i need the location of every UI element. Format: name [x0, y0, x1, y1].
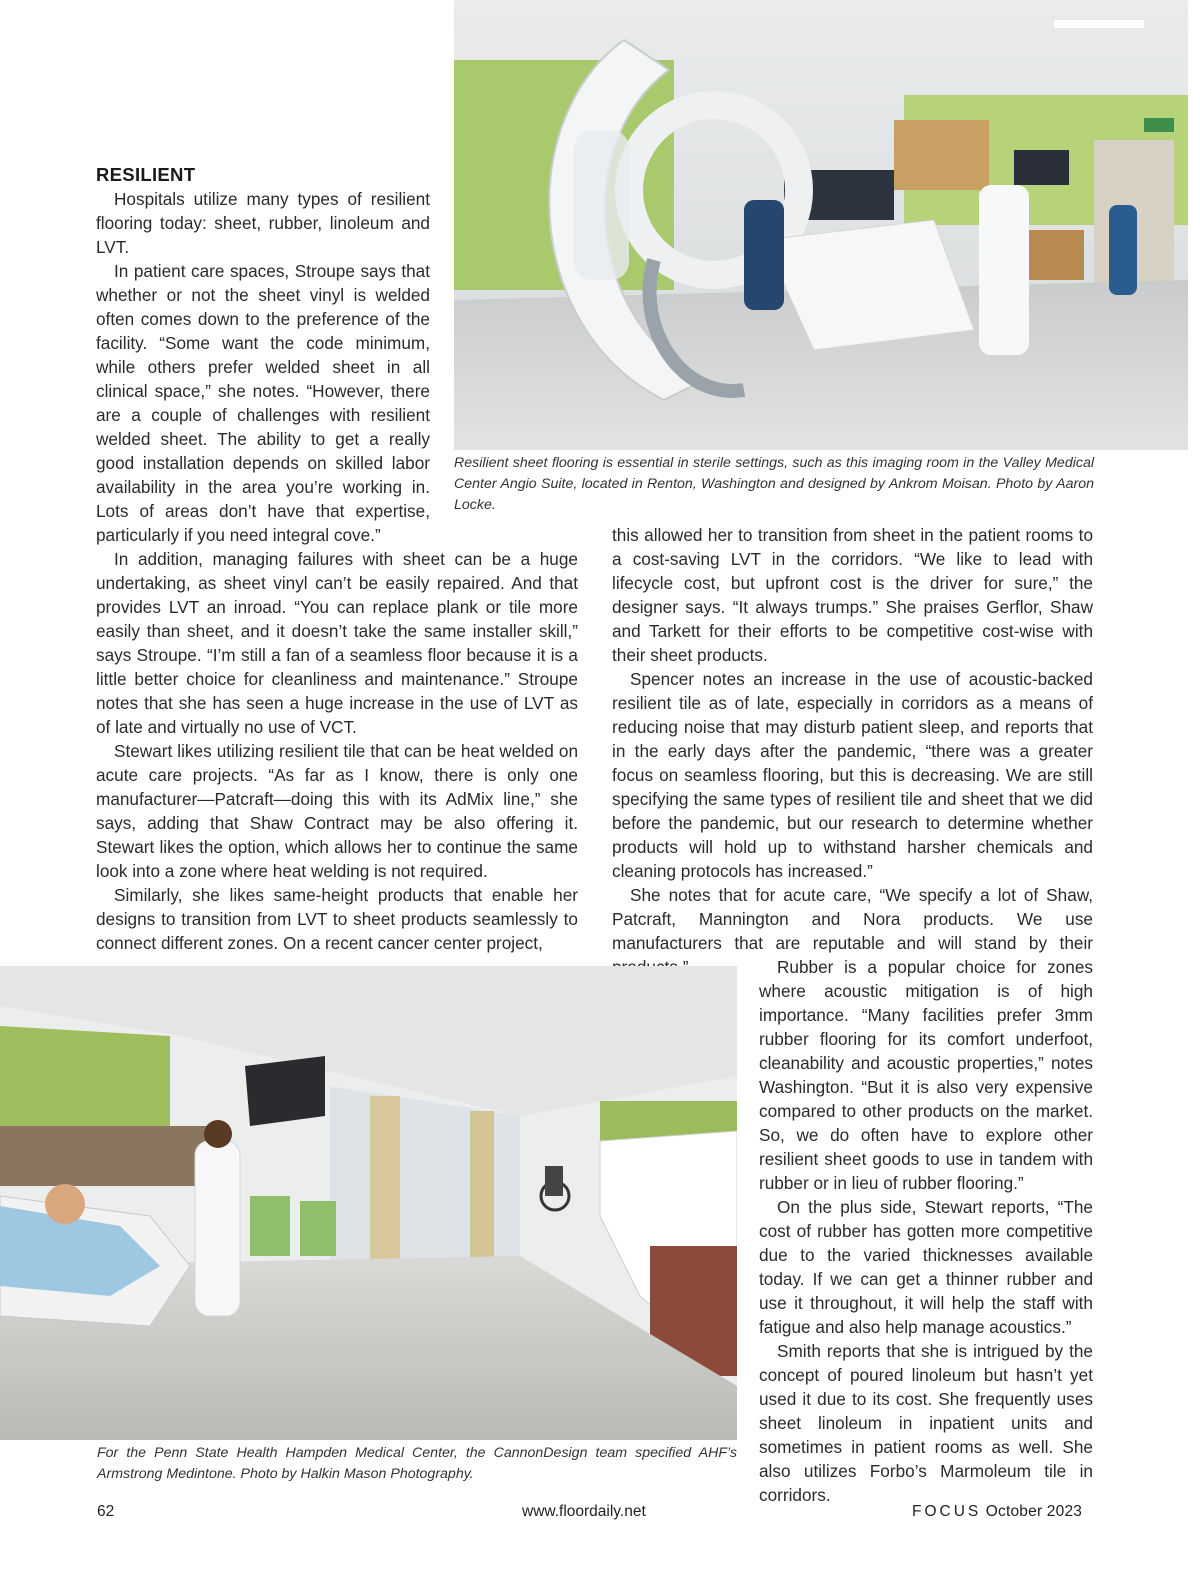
article-column-b: [612, 523, 1093, 979]
article-column-c: [759, 955, 1093, 1507]
imaging-room-photo: [454, 0, 1188, 450]
paragraph: She notes that for acute care, “We specify a lot of Shaw, Patcraft, Mannington and Nora products. We use manufacturers that are reputable and will stand by their: [612, 885, 1093, 953]
article-column-a: [96, 163, 430, 547]
paragraph: this allowed her to transition from sheet in the patient rooms to a cost-saving LVT in the corridors. “We like to lead with lifecycle cost, but upfront cost is the driver for sure,” the designer says. “It always trumps.” She praises Gerflor, Shaw and Tarkett for their efforts to be competitive cost-wise with their sheet products.: [612, 525, 1093, 665]
photo-caption-top: Resilient sheet flooring is essential in sterile settings, such as this imaging room in the Valley Medical Center Angio Suite, located in Renton, Washington and designed by Ankrom Moisan. Photo by Aaron Locke.: [454, 455, 1094, 513]
paragraph: Rubber is a popular choice for zones where acoustic mitigation is of high importance. “Many facilities prefer 3mm rubber flooring for its comfort underfoot, cleanability and acoustic properties,” notes Washington. “But it is also very expensive compared to other products on the market. So, we do often have to explore other resilient sheet goods to use in tandem with rubber or in lieu of rubber flooring.”: [759, 957, 1093, 1193]
section-heading: RESILIENT: [96, 164, 196, 185]
patient-room-photo: [0, 966, 737, 1440]
paragraph: On the plus side, Stewart reports, “The cost of rubber has gotten more competitive due to the varied thicknesses available today. If we can get a thinner rubber and use it throughout, it will help the staff with fatigue and also help manage acoustics.”: [759, 1197, 1093, 1337]
website-url: www.floordaily.net: [522, 1503, 646, 1520]
paragraph: Spencer notes an increase in the use of acoustic-backed resilient tile as of late, especially in corridors as a means of reducing noise that may disturb patient sleep, and reports that in the early days after the pandemic, “there was a greater focus on seamless flooring, but this is decreasing. We are still specifying the same types of resilient tile and sheet that we did before the pandemic, but our research to determine whether products will hold up to withstand harsher chemicals and cleaning protocols has increased.”: [612, 669, 1093, 881]
paragraph: Hospitals utilize many types of resilient flooring today: sheet, rubber, linoleum and LVT.: [96, 189, 430, 257]
paragraph: Smith reports that she is intrigued by the concept of poured linoleum but hasn’t yet used it due to its cost. She frequently uses sheet linoleum in inpatient units and sometimes in patient rooms as well. She also utilizes Forbo’s Marmoleum tile in corridors.: [759, 1341, 1093, 1505]
photo-caption-bottom: For the Penn State Health Hampden Medical Center, the CannonDesign team specified AHF’s Armstrong Medintone. Photo by Halkin Mason Photography.: [97, 1445, 737, 1482]
issue-date: October 2023: [985, 1503, 1083, 1520]
article-column-a-continued: [96, 547, 578, 955]
paragraph: In patient care spaces, Stroupe says that whether or not the sheet vinyl is welded often comes down to the preference of the facility. “Some want the code minimum, while others prefer welded sheet in all clinical space,” she notes. “However, there are a couple of challenges with resilient welded sheet. The ability to get a really good installation depends on skilled labor availability in the area you’re working in. Lots of areas don’t have that expertise, particularly if you need integral cove.”: [96, 261, 430, 545]
issue-label: [912, 1503, 1082, 1521]
magazine-name: FOCUS: [912, 1503, 982, 1520]
paragraph: Similarly, she likes same-height products that enable her designs to transition from LVT to sheet products seamlessly to connect different zones. On a recent cancer center project,: [96, 885, 578, 953]
paragraph: In addition, managing failures with sheet can be a huge undertaking, as sheet vinyl can’t be easily repaired. And that provides LVT an inroad. “You can replace plank or tile more easily than sheet, and it doesn’t take the same installer skill,” says Stroupe. “I’m still a fan of a seamless floor because it is a little better choice for cleanliness and maintenance.” Stroupe notes that she has seen a huge increase in the use of LVT as of late and virtually no use of VCT.: [96, 549, 578, 737]
paragraph: Stewart likes utilizing resilient tile that can be heat welded on acute care projects. “As far as I know, there is only one manufacturer—Patcraft—doing this with its AdMix line,” she says, adding that Shaw Contract may be also offering it. Stewart likes the option, which allows her to continue the same look into a zone where heat welding is not required.: [96, 741, 578, 881]
page-number: 62: [97, 1503, 115, 1520]
